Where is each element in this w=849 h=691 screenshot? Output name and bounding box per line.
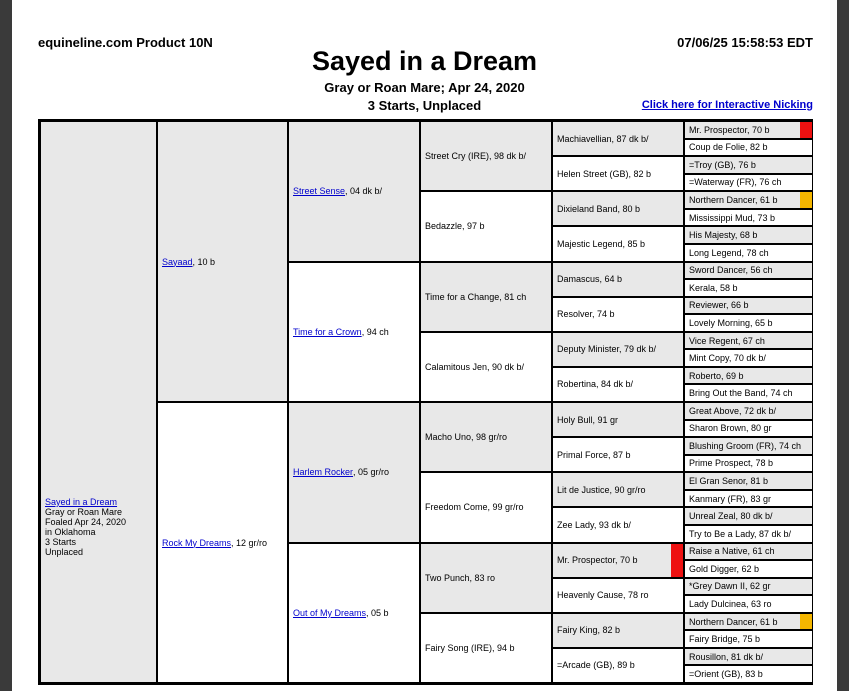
- ancestor-link[interactable]: Harlem Rocker: [293, 467, 354, 478]
- gen5-ancestor: [684, 191, 813, 209]
- gen5-ancestor: [684, 420, 813, 438]
- ancestor-label: Great Above, 72 dk b/: [689, 405, 777, 416]
- subject-name-link[interactable]: Sayed in a Dream: [45, 497, 118, 507]
- ancestor-label: Bedazzle, 97 b: [425, 221, 485, 232]
- ancestor-label: Northern Dancer, 61 b: [689, 195, 778, 206]
- ancestor-label: Calamitous Jen, 90 dk b/: [425, 361, 525, 372]
- gen5-ancestor: [684, 490, 813, 508]
- ancestor-label: Kanmary (FR), 83 gr: [689, 493, 772, 504]
- ancestor-label: Resolver, 74 b: [557, 309, 615, 320]
- ancestor-label: Prime Prospect, 78 b: [689, 458, 774, 469]
- gen5-ancestor: [684, 507, 813, 525]
- gen5-ancestor: [684, 174, 813, 192]
- ancestor-label: Coup de Folie, 82 b: [689, 142, 768, 153]
- gen1-ancestor: [157, 121, 288, 402]
- gen4-ancestor: [552, 613, 684, 648]
- ancestor-info: , 04 dk b/: [345, 186, 383, 197]
- ancestor-label: Macho Uno, 98 gr/ro: [425, 432, 508, 443]
- ancestor-label: Bring Out the Band, 74 ch: [689, 388, 793, 399]
- ancestor-label: Fairy Bridge, 75 b: [689, 634, 761, 645]
- gen4-ancestor: [552, 543, 684, 578]
- ancestor-label: Street Cry (IRE), 98 dk b/: [425, 151, 527, 162]
- gen4-ancestor: [552, 332, 684, 367]
- gen5-ancestor: [684, 226, 813, 244]
- ancestor-label: =Troy (GB), 76 b: [689, 159, 756, 170]
- ancestor-link[interactable]: Sayaad: [162, 256, 193, 267]
- gen3-ancestor: [420, 191, 552, 261]
- gen5-ancestor: [684, 244, 813, 262]
- gen4-ancestor: [552, 297, 684, 332]
- ancestor-label: Roberto, 69 b: [689, 370, 744, 381]
- gen5-ancestor: [684, 402, 813, 420]
- gen5-ancestor: [684, 262, 813, 280]
- gen5-ancestor: [684, 279, 813, 297]
- gen5-ancestor: [684, 384, 813, 402]
- ancestor-label: Kerala, 58 b: [689, 282, 738, 293]
- ancestor-info: , 05 b: [366, 607, 389, 618]
- gen4-ancestor: [552, 156, 684, 191]
- gen3-ancestor: [420, 543, 552, 613]
- gen3-ancestor: [420, 613, 552, 683]
- gen5-ancestor: [684, 121, 813, 139]
- ancestor-label: Lady Dulcinea, 63 ro: [689, 598, 772, 609]
- gen4-ancestor: [552, 367, 684, 402]
- ancestor-label: Sharon Brown, 80 gr: [689, 423, 772, 434]
- ancestor-label: Try to Be a Lady, 87 dk b/: [689, 528, 792, 539]
- gen5-ancestor: [684, 648, 813, 666]
- ancestor-label: =Orient (GB), 83 b: [689, 669, 763, 680]
- gen5-ancestor: [684, 437, 813, 455]
- ancestor-label: Rousillon, 81 dk b/: [689, 651, 764, 662]
- report-datetime: 07/06/25 15:58:53 EDT: [677, 35, 813, 50]
- gen4-ancestor: [552, 121, 684, 156]
- gen3-ancestor: [420, 121, 552, 191]
- subject-cell: [40, 121, 157, 683]
- ancestor-label: Reviewer, 66 b: [689, 300, 749, 311]
- ancestor-label: Time for a Change, 81 ch: [425, 291, 527, 302]
- gen4-ancestor: [552, 402, 684, 437]
- gen2-ancestor: [288, 262, 420, 403]
- ancestor-info: , 94 ch: [361, 326, 389, 337]
- gen5-ancestor: [684, 314, 813, 332]
- ancestor-label: Vice Regent, 67 ch: [689, 335, 765, 346]
- ancestor-label: Mint Copy, 70 dk b/: [689, 353, 766, 364]
- ancestor-label: =Arcade (GB), 89 b: [557, 660, 635, 671]
- gen4-ancestor: [552, 507, 684, 542]
- product-label: equineline.com Product 10N: [38, 35, 213, 50]
- ancestor-label: Gold Digger, 62 b: [689, 563, 760, 574]
- pedigree-grid: [38, 119, 813, 685]
- ancestor-label: Dixieland Band, 80 b: [557, 203, 641, 214]
- gen3-ancestor: [420, 402, 552, 472]
- gen2-ancestor: [288, 402, 420, 543]
- gen5-ancestor: [684, 139, 813, 157]
- ancestor-label: Freedom Come, 99 gr/ro: [425, 502, 524, 513]
- ancestor-label: His Majesty, 68 b: [689, 230, 758, 241]
- ancestor-label: Mr. Prospector, 70 b: [689, 124, 770, 135]
- subject-detail: 3 Starts: [45, 537, 77, 547]
- gen5-ancestor: [684, 332, 813, 350]
- gen5-ancestor: [684, 156, 813, 174]
- gen4-ancestor: [552, 648, 684, 683]
- ancestor-info: , 10 b: [192, 256, 216, 267]
- gen3-ancestor: [420, 332, 552, 402]
- ancestor-label: Sword Dancer, 56 ch: [689, 265, 773, 276]
- gen4-ancestor: [552, 226, 684, 261]
- ancestor-label: Blushing Groom (FR), 74 ch: [689, 440, 802, 451]
- ancestor-label: Mississippi Mud, 73 b: [689, 212, 776, 223]
- race-record: 3 Starts, Unplaced: [367, 98, 482, 113]
- gen5-ancestor: [684, 665, 813, 683]
- ancestor-label: Lit de Justice, 90 gr/ro: [557, 484, 646, 495]
- gen5-ancestor: [684, 472, 813, 490]
- ancestor-label: Damascus, 64 b: [557, 274, 623, 285]
- ancestor-label: Lovely Morning, 65 b: [689, 317, 773, 328]
- ancestor-info: , 05 gr/ro: [353, 467, 390, 478]
- gen5-ancestor: [684, 209, 813, 227]
- ancestor-label: Raise a Native, 61 ch: [689, 546, 775, 557]
- gen2-ancestor: [288, 543, 420, 684]
- subject-detail: Foaled Apr 24, 2020: [45, 517, 127, 527]
- gen5-ancestor: [684, 560, 813, 578]
- gen5-ancestor: [684, 578, 813, 596]
- ancestor-label: Holy Bull, 91 gr: [557, 414, 619, 425]
- gen1-ancestor: [157, 402, 288, 683]
- ancestor-label: *Grey Dawn II, 62 gr: [689, 581, 771, 592]
- duplicate-ancestor-marker: [800, 122, 812, 138]
- ancestor-label: Mr. Prospector, 70 b: [557, 555, 638, 566]
- gen4-ancestor: [552, 472, 684, 507]
- gen4-ancestor: [552, 578, 684, 613]
- ancestor-label: Heavenly Cause, 78 ro: [557, 590, 649, 601]
- page-title: Sayed in a Dream: [311, 46, 538, 76]
- ancestor-label: Unreal Zeal, 80 dk b/: [689, 511, 773, 522]
- gen5-ancestor: [684, 595, 813, 613]
- ancestor-label: Northern Dancer, 61 b: [689, 616, 778, 627]
- gen5-ancestor: [684, 297, 813, 315]
- duplicate-ancestor-marker: [800, 192, 812, 208]
- ancestor-info: , 12 gr/ro: [231, 537, 268, 548]
- gen5-ancestor: [684, 525, 813, 543]
- horse-description: Gray or Roan Mare; Apr 24, 2020: [324, 80, 525, 95]
- gen2-ancestor: [288, 121, 420, 262]
- subject-detail: Unplaced: [45, 547, 84, 557]
- ancestor-label: Machiavellian, 87 dk b/: [557, 133, 649, 144]
- ancestor-label: El Gran Senor, 81 b: [689, 476, 769, 487]
- ancestor-link[interactable]: Out of My Dreams: [293, 607, 367, 618]
- ancestor-link[interactable]: Rock My Dreams: [162, 537, 232, 548]
- ancestor-label: Primal Force, 87 b: [557, 449, 631, 460]
- subject-detail: in Oklahoma: [45, 527, 96, 537]
- gen4-ancestor: [552, 191, 684, 226]
- duplicate-ancestor-marker: [800, 614, 812, 630]
- gen4-ancestor: [552, 437, 684, 472]
- gen3-ancestor: [420, 472, 552, 542]
- ancestor-link[interactable]: Time for a Crown: [293, 326, 362, 337]
- gen5-ancestor: [684, 455, 813, 473]
- ancestor-label: Two Punch, 83 ro: [425, 572, 496, 583]
- ancestor-label: Robertina, 84 dk b/: [557, 379, 634, 390]
- gen5-ancestor: [684, 367, 813, 385]
- ancestor-label: Zee Lady, 93 dk b/: [557, 519, 631, 530]
- pedigree-page: [12, 0, 837, 691]
- gen5-ancestor: [684, 349, 813, 367]
- gen5-ancestor: [684, 630, 813, 648]
- subject-detail: Gray or Roan Mare: [45, 507, 123, 517]
- ancestor-label: Fairy King, 82 b: [557, 625, 621, 636]
- ancestor-label: Majestic Legend, 85 b: [557, 238, 646, 249]
- gen5-ancestor: [684, 613, 813, 631]
- ancestor-label: =Waterway (FR), 76 ch: [689, 177, 782, 188]
- gen5-ancestor: [684, 543, 813, 561]
- gen4-ancestor: [552, 262, 684, 297]
- ancestor-label: Fairy Song (IRE), 94 b: [425, 642, 515, 653]
- interactive-nicking-link[interactable]: Click here for Interactive Nicking: [641, 99, 813, 111]
- ancestor-label: Helen Street (GB), 82 b: [557, 168, 652, 179]
- ancestor-label: Long Legend, 78 ch: [689, 247, 769, 258]
- gen3-ancestor: [420, 262, 552, 332]
- ancestor-link[interactable]: Street Sense: [293, 186, 346, 197]
- ancestor-label: Deputy Minister, 79 dk b/: [557, 344, 657, 355]
- duplicate-ancestor-marker: [671, 544, 683, 577]
